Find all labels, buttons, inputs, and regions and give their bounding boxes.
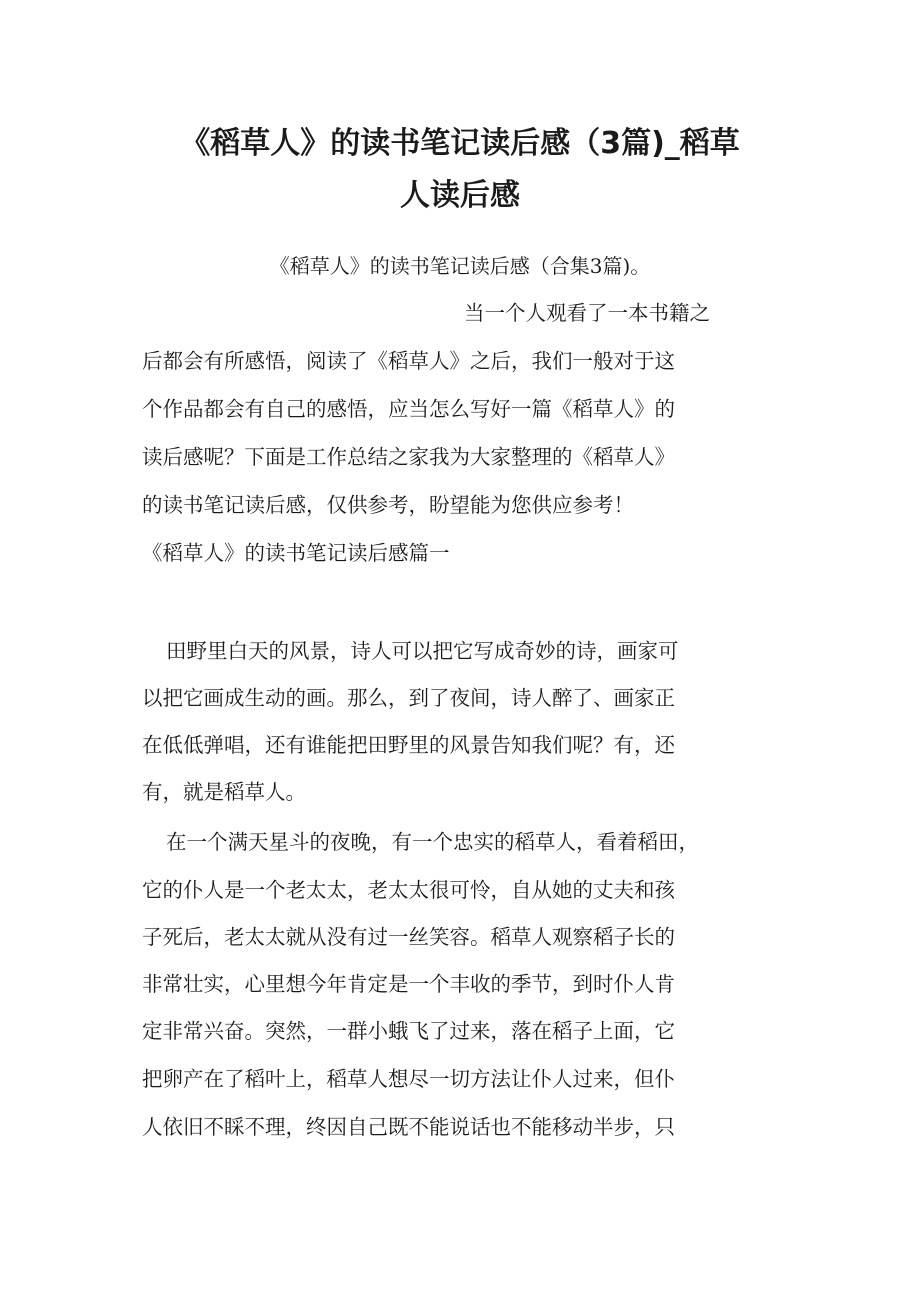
paragraph-line: 把卵产在了稻叶上，稻草人想尽一切方法让仆人过来，但仆 (142, 1067, 675, 1091)
intro-line: 后都会有所感悟，阅读了《稻草人》之后，我们一般对于这 (142, 349, 675, 373)
intro-line: 的读书笔记读后感，仅供参考，盼望能为您供应参考！ (142, 493, 634, 517)
document-title (120, 118, 800, 222)
paragraph-line: 子死后，老太太就从没有过一丝笑容。稻草人观察稻子长的 (142, 925, 675, 949)
paragraph-line: 定非常兴奋。突然，一群小蛾飞了过来，落在稻子上面，它 (142, 1019, 675, 1043)
intro-line: 读后感呢？下面是工作总结之家我为大家整理的《稻草人》 (142, 445, 675, 469)
paragraph-line: 以把它画成生动的画。那么，到了夜间，诗人醉了、画家正 (142, 686, 675, 710)
paragraph-line: 田野里白天的风景，诗人可以把它写成奇妙的诗，画家可 (166, 639, 679, 663)
document-subtitle: 《稻草人》的读书笔记读后感（合集3篇)。 (269, 254, 651, 278)
paragraph-line: 在一个满天星斗的夜晚，有一个忠实的稻草人，看着稻田， (166, 830, 699, 854)
title-line-1: 《稻草人》的读书笔记读后感（3篇)_稻草 (180, 126, 740, 161)
paragraph-line: 在低低弹唱，还有谁能把田野里的风景告知我们呢？有，还 (142, 733, 675, 757)
section-heading: 《稻草人》的读书笔记读后感篇一 (142, 541, 450, 565)
paragraph-line: 它的仆人是一个老太太，老太太很可怜，自从她的丈夫和孩 (142, 878, 675, 902)
paragraph-line: 人依旧不睬不理，终因自己既不能说话也不能移动半步，只 (142, 1115, 675, 1139)
paragraph-line: 有，就是稻草人。 (142, 780, 306, 804)
intro-line: 个作品都会有自己的感悟，应当怎么写好一篇《稻草人》的 (142, 397, 675, 421)
paragraph-line: 非常壮实，心里想今年肯定是一个丰收的季节，到时仆人肯 (142, 972, 675, 996)
intro-line: 当一个人观看了一本书籍之 (464, 301, 710, 325)
title-line-2: 人读后感 (400, 178, 520, 213)
